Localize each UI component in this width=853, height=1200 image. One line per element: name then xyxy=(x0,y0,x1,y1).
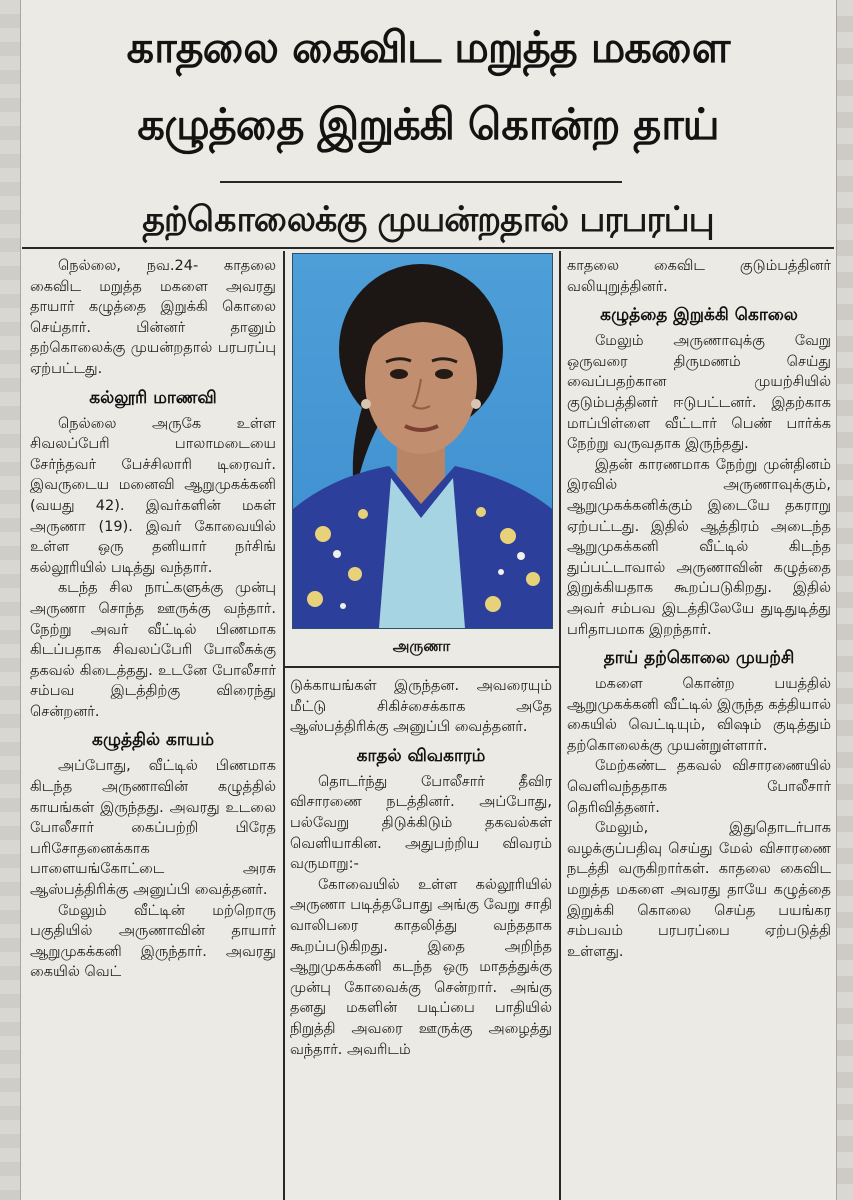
subheading-love-affair: காதல் விவகாரம் xyxy=(356,745,486,766)
paragraph: மேலும் அருணாவுக்கு வேறு ஒருவரை திருமணம் செய்து வைப்பதற்கான முயற்சியில் குடும்பத்தினர் ஈடுபட்டனர். இதற்காக மாப்பிள்ளை வீட்டார் பெண் பார்க்க நேற்று வருவதாக இருந்தது. xyxy=(567,333,831,453)
subheading-mother-suicide-attempt: தாய் தற்கொலை முயற்சி xyxy=(603,648,795,669)
column-divider-right xyxy=(559,251,561,1200)
article-column-1 xyxy=(30,256,276,1200)
paragraph: அப்போது, வீட்டில் பிணமாக கிடந்த அருணாவின் கழுத்தில் காயங்கள் இருந்தது. அவரது உடலை போலீசார் கைப்பற்றி பிரேத பரிசோதனைக்காக பாளையங்கோட்டை அரசு ஆஸ்பத்திரிக்கு அனுப்பி வைத்தனர். xyxy=(30,758,276,899)
headline-line-2: கழுத்தை இறுக்கி கொன்ற தாய் xyxy=(137,100,719,150)
headline-line-1: காதலை கைவிட மறுத்த மகளை xyxy=(126,23,730,73)
subheading-strangled: கழுத்தை இறுக்கி கொலை xyxy=(600,305,798,326)
paragraph: தொடர்ந்து போலீசார் தீவிர விசாரணை நடத்தினர். அப்போது, பல்வேறு திடுக்கிடும் தகவல்கள் வெளியாகின. அதுபற்றிய விவரம் வருமாறு:- xyxy=(290,773,552,873)
paragraph: மகளை கொன்ற பயத்தில் ஆறுமுகக்கனி வீட்டில் இருந்த கத்தியால் கையில் வெட்டியும், விஷம் குடித்தும் தற்கொலைக்கு முயன்றுள்ளார். xyxy=(567,676,831,754)
column-divider-left xyxy=(283,251,285,1200)
adjacent-column-strip-left xyxy=(0,0,21,1200)
intro-paragraph: நெல்லை, நவ.24- காதலை கைவிட மறுத்த மகளை அவரது தாயார் கழுத்தை இறுக்கி கொலை செய்தார். பின்னர் தானும் தற்கொலைக்கு முயன்றதால் பரபரப்பு ஏற்பட்டது. xyxy=(30,258,276,377)
photo-caption: அருணா xyxy=(392,637,451,655)
continued-paragraph: காதலை கைவிட குடும்பத்தினர் வலியுறுத்தினர். xyxy=(567,258,831,295)
paragraph: கோவையில் உள்ள கல்லூரியில் அருணா படித்தபோது அங்கு வேறு சாதி வாலிபரை காதலித்து வந்ததாக கூறப்படுகிறது. இதை அறிந்த ஆறுமுகக்கனி கடந்த ஒரு மாதத்துக்கு முன்பு கோவைக்கு சென்றார். அங்கு தனது மகளின் படிப்பை பாதியில் நிறுத்தி அவரை ஊருக்கு அழைத்து வந்தார். அவரிடம் xyxy=(290,876,552,1058)
subheading-college-student: கல்லூரி மாணவி xyxy=(89,387,217,408)
paragraph: மேற்கண்ட தகவல் விசாரணையில் வெளிவந்ததாக போலீசார் தெரிவித்தனர். xyxy=(567,758,831,816)
photo-bottom-divider xyxy=(283,666,561,668)
paragraph: மேலும் வீட்டின் மற்றொரு பகுதியில் அருணாவின் தாயார் ஆறுமுகக்கனி இருந்தார். அவரது கையில் வெட் xyxy=(30,902,276,981)
article-column-3 xyxy=(567,256,831,1200)
paragraph: இதன் காரணமாக நேற்று முன்தினம் இரவில் அருணாவுக்கும், ஆறுமுகக்கனிக்கும் இடையே தகராறு ஏற்பட்டது. இதில் ஆத்திரம் அடைந்த ஆறுமுகக்கனி வீட்டில் கிடந்த துப்பட்டாவால் அருணாவின் கழுத்தை இறுக்கியதாக கூறப்படுகிறது. இதில் அவர் சம்பவ இடத்திலேயே துடிதுடித்து பரிதாபமாக இறந்தார். xyxy=(567,456,831,638)
adjacent-column-strip-right xyxy=(836,0,853,1200)
portrait-photo xyxy=(292,253,553,629)
article-column-2 xyxy=(290,676,552,1200)
continued-paragraph: டுக்காயங்கள் இருந்தன. அவரையும் மீட்டு சிகிச்சைக்காக அதே ஆஸ்பத்திரிக்கு அனுப்பி வைத்தனர். xyxy=(290,678,552,736)
portrait-illustration xyxy=(293,254,552,628)
paragraph: மேலும், இதுதொடர்பாக வழக்குப்பதிவு செய்து மேல் விசாரணை நடத்தி வருகிறார்கள். காதலை கைவிட மறுத்த மகளை அவரது தாயே கழுத்தை இறுக்கி கொலை செய்த பயங்கர சம்பவம் பரபரப்பை ஏற்படுத்தி உள்ளது. xyxy=(567,820,831,960)
paragraph: கடந்த சில நாட்களுக்கு முன்பு அருணா சொந்த ஊருக்கு வந்தார். நேற்று அவர் வீட்டில் பிணமாக கிடப்பதாக சிவலப்பேரி போலீசுக்கு தகவல் கிடைத்தது. உடனே போலீசார் சம்பவ இடத்திற்கு விரைந்து சென்றனர். xyxy=(30,580,276,720)
subheading-neck-injury: கழுத்தில் காயம் xyxy=(91,730,215,751)
subheadline: தற்கொலைக்கு முயன்றதால் பரபரப்பு xyxy=(142,200,714,240)
headline-rule xyxy=(220,181,622,183)
top-divider xyxy=(22,247,834,249)
paragraph: நெல்லை அருகே உள்ள சிவலப்பேரி பாலாமடையை சேர்ந்தவர் பேச்சிலாரி டிரைவர். இவருடைய மனைவி ஆறுமுகக்கனி (வயது 42). இவர்களின் மகள் அருணா (19). இவர் கோவையில் உள்ள ஒரு தனியார் நர்சிங் கல்லூரியில் படித்து வந்தார். xyxy=(30,415,276,576)
